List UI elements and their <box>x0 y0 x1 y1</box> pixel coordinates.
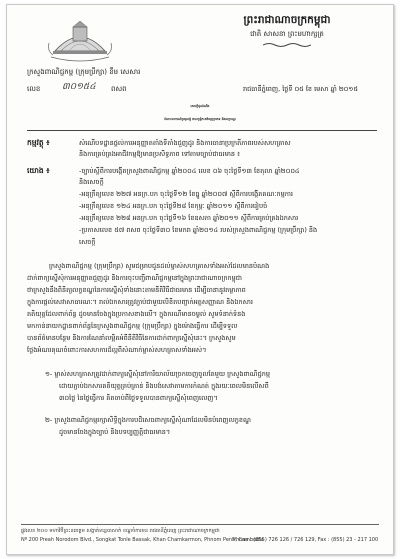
doc-type-label: ពសព <box>111 85 127 93</box>
doc-date: រាជធានីភ្នំពេញ, ថ្ងៃទី ០៥ ខែ មេសា ឆ្នាំ ២០១៥ <box>243 85 358 93</box>
paragraph-line: ក្នុងការផ្ដល់សេវាសាធារណៈ។ រាល់ឯកសារត្រូវភ្ជាប់ជាមួយលិខិតបញ្ជាក់អត្តសញ្ញាណ និងឯកសារ <box>27 298 253 306</box>
doc-number-value: ៣០១៥៤ <box>62 82 96 92</box>
document-page <box>6 4 394 555</box>
item-1-line: ១- ម្ចាស់សហគ្រាសត្រូវដាក់ពាក្យស្នើសុំនៅការិយាល័យច្រកចេញចូលតែមួយ ក្រសួងពាណិជ្ជកម្ម <box>45 370 270 378</box>
yoeng-label: យោង ៖ <box>27 166 50 175</box>
reference-line: -ច្បាប់ស្ដីពីការបង្កើតក្រសួងពាណិជ្ជកម្ម ឆ្នាំ២០០៤ លេខ ០៦ ចុះថ្ងៃទី១៣ ខែតុលា ឆ្នាំ២០០៤ <box>79 167 300 175</box>
item-2-line: ដូចមានចែងក្នុងច្បាប់ និងបទប្បញ្ញត្តិជាធរមាន។ <box>59 428 171 436</box>
footer-address-en: Nº 200 Preah Norodom Blvd., Songkat Tonle Bassak, Khan Chamkarmon, Phnom Penh, Cambodia <box>21 537 264 543</box>
paragraph-line: គតិយុត្តដែលពាក់ព័ន្ធ ដូចមានចែងក្នុងប្រកាសខាងលើ។ ក្នុងករណីមានចម្ងល់ សូមទំនាក់ទំនង <box>27 310 246 318</box>
ministry-name: ក្រសួងពាណិជ្ជកម្ព (ក្រុមប្រឹក្សា) ខឹម សេសារ <box>27 68 141 76</box>
national-motto: ជាតិ សាសនា ព្រះមហាក្សត្រ <box>250 30 324 38</box>
paragraph-line: មកកាន់នាយកដ្ឋានពាក់ព័ន្ធនៃក្រសួងពាណិជ្ជកម្ម (ក្រុមប្រឹក្សា) ក្នុងម៉ោងធ្វើការ ដើម្បីទទួល <box>27 322 238 330</box>
reference-line: -អនុក្រឹត្យលេខ ២២៨ អនក្រ.បក ចុះថ្ងៃទី១៦ ខែឧសភា ឆ្នាំ២០១១ ស្ដីពីការគ្រប់គ្រងឯកសារ <box>79 214 299 222</box>
paragraph-line: បានព័ត៌មានបន្ថែម និងការណែនាំលម្អិតអំពីនីតិវិធីនៃការដាក់ពាក្យស្នើសុំនេះ។ ក្រសួងសូម <box>27 334 236 342</box>
footer-address: ផ្លូវលេខ ២០០ មហាវិថីព្រះនរោត្តម សង្កាត់ទន្លេបាសាក់ ខណ្ឌចំការមន រាជធានីភ្នំពេញ ព្រះរាជាណាចក្រកម្ពុជា <box>21 528 220 534</box>
doc-subtitle: ចំពោះឧបករណ៍ប្រមូលផ្ដុំ ជាលក្ខន្តិកៈគតិយុត្តប្រភេទ និងលក្ខខណ្ឌ <box>164 117 236 121</box>
footer-divider <box>21 524 379 525</box>
paragraph-line: ក្រសួងពាណិជ្ជកម្ម (ក្រុមប្រឹក្សា) សូមជម្រាបជូនដល់ម្ចាស់សហគ្រាសទាំងអស់ដែលមានបំណង <box>49 262 270 270</box>
ornament-divider-icon <box>263 42 311 48</box>
doc-number-label: លេខ <box>27 85 41 93</box>
item-1-line: ៣០ថ្ងៃ នៃថ្ងៃធ្វើការ គិតចាប់ពីថ្ងៃទទួលបានពាក្យស្នើសុំពេញលេញ។ <box>59 394 218 402</box>
kammavatthu-line: និងការគ្រប់គ្រងអាជីវកម្មឱ្យមានប្រសិទ្ធភាព ទៅតាមច្បាប់ជាធរមាន ៖ <box>79 150 240 158</box>
reference-line: -អនុក្រឹត្យលេខ ១២៤ អនក្រ.បក ចុះថ្ងៃទី២៨ ខែកុម្ភៈ ឆ្នាំ២០១១ ស្ដីពីការរៀបចំ <box>79 202 268 210</box>
reference-line: -អនុក្រឹត្យលេខ ២២៧ អនក្រ.បក ចុះថ្ងៃទី១២ ខែធ្នូ ឆ្នាំ២០០៧ ស្ដីពីការបង្កើតគណៈកម្មការ <box>79 190 293 198</box>
reference-line: -ប្រកាសលេខ ៥៧ ពសព ចុះថ្ងៃទី៣០ ខែមករា ឆ្នាំ២០១៤ របស់ក្រសួងពាណិជ្ជកម្ម (ក្រុមប្រឹក្សា) និង <box>79 226 318 234</box>
item-2-line: ២- ក្រសួងពាណិជ្ជកម្មរក្សាសិទ្ធិក្នុងការបដិសេធពាក្យស្នើសុំណាដែលមិនបំពេញលក្ខខណ្ឌ <box>45 416 251 424</box>
reference-line: និងសេចក្ដី <box>79 178 104 186</box>
kingdom-heading: ព្រះរាជាណាចក្រកម្ពុជា <box>243 14 331 26</box>
paragraph-line: ថ្លែងអំណរគុណចំពោះការសហការដ៏ល្អពីសំណាក់ម្ចាស់សហគ្រាសទាំងអស់។ <box>27 346 207 354</box>
paragraph-line: ថាក្រសួងនឹងពិនិត្យលក្ខខណ្ឌនៃការស្នើសុំទាំងនោះតាមនីតិវិធីជាធរមាន ដើម្បីធានានូវតម្លាភាព <box>27 286 246 294</box>
title-divider <box>27 130 377 131</box>
item-1-line: ដោយភ្ជាប់ឯកសារគតិយុត្តគ្រប់គ្រាន់ និងបង់សេវាតាមការកំណត់ ក្នុងរយៈពេលមិនលើសពី <box>59 382 269 390</box>
footer-phone: Phone : (855) 726 126 / 726 129, Fax : (855) 23 - 217 100 <box>233 537 379 543</box>
ministry-seal-icon <box>47 21 113 65</box>
doc-title: សេចក្ដីជូនដំណឹង <box>190 104 210 108</box>
kammavatthu-label: កម្មវត្ថុ ៖ <box>27 138 50 147</box>
paragraph-line: ដាក់ពាក្យស្នើសុំការអនុញ្ញាតជួញដូរ និងការចុះបញ្ជីពាណិជ្ជកម្មនៅក្នុងព្រះរាជាណាចក្រកម្ពុជា <box>27 274 242 282</box>
kammavatthu-line: សំណើបទដ្ឋានផ្ដល់ការអនុញ្ញាតតាំងទីតាំងជួញដូរ និងការធានាប្រក្រតីភាពរបស់សហគ្រាស <box>79 139 291 147</box>
reference-line: សេចក្ដី <box>79 238 96 246</box>
